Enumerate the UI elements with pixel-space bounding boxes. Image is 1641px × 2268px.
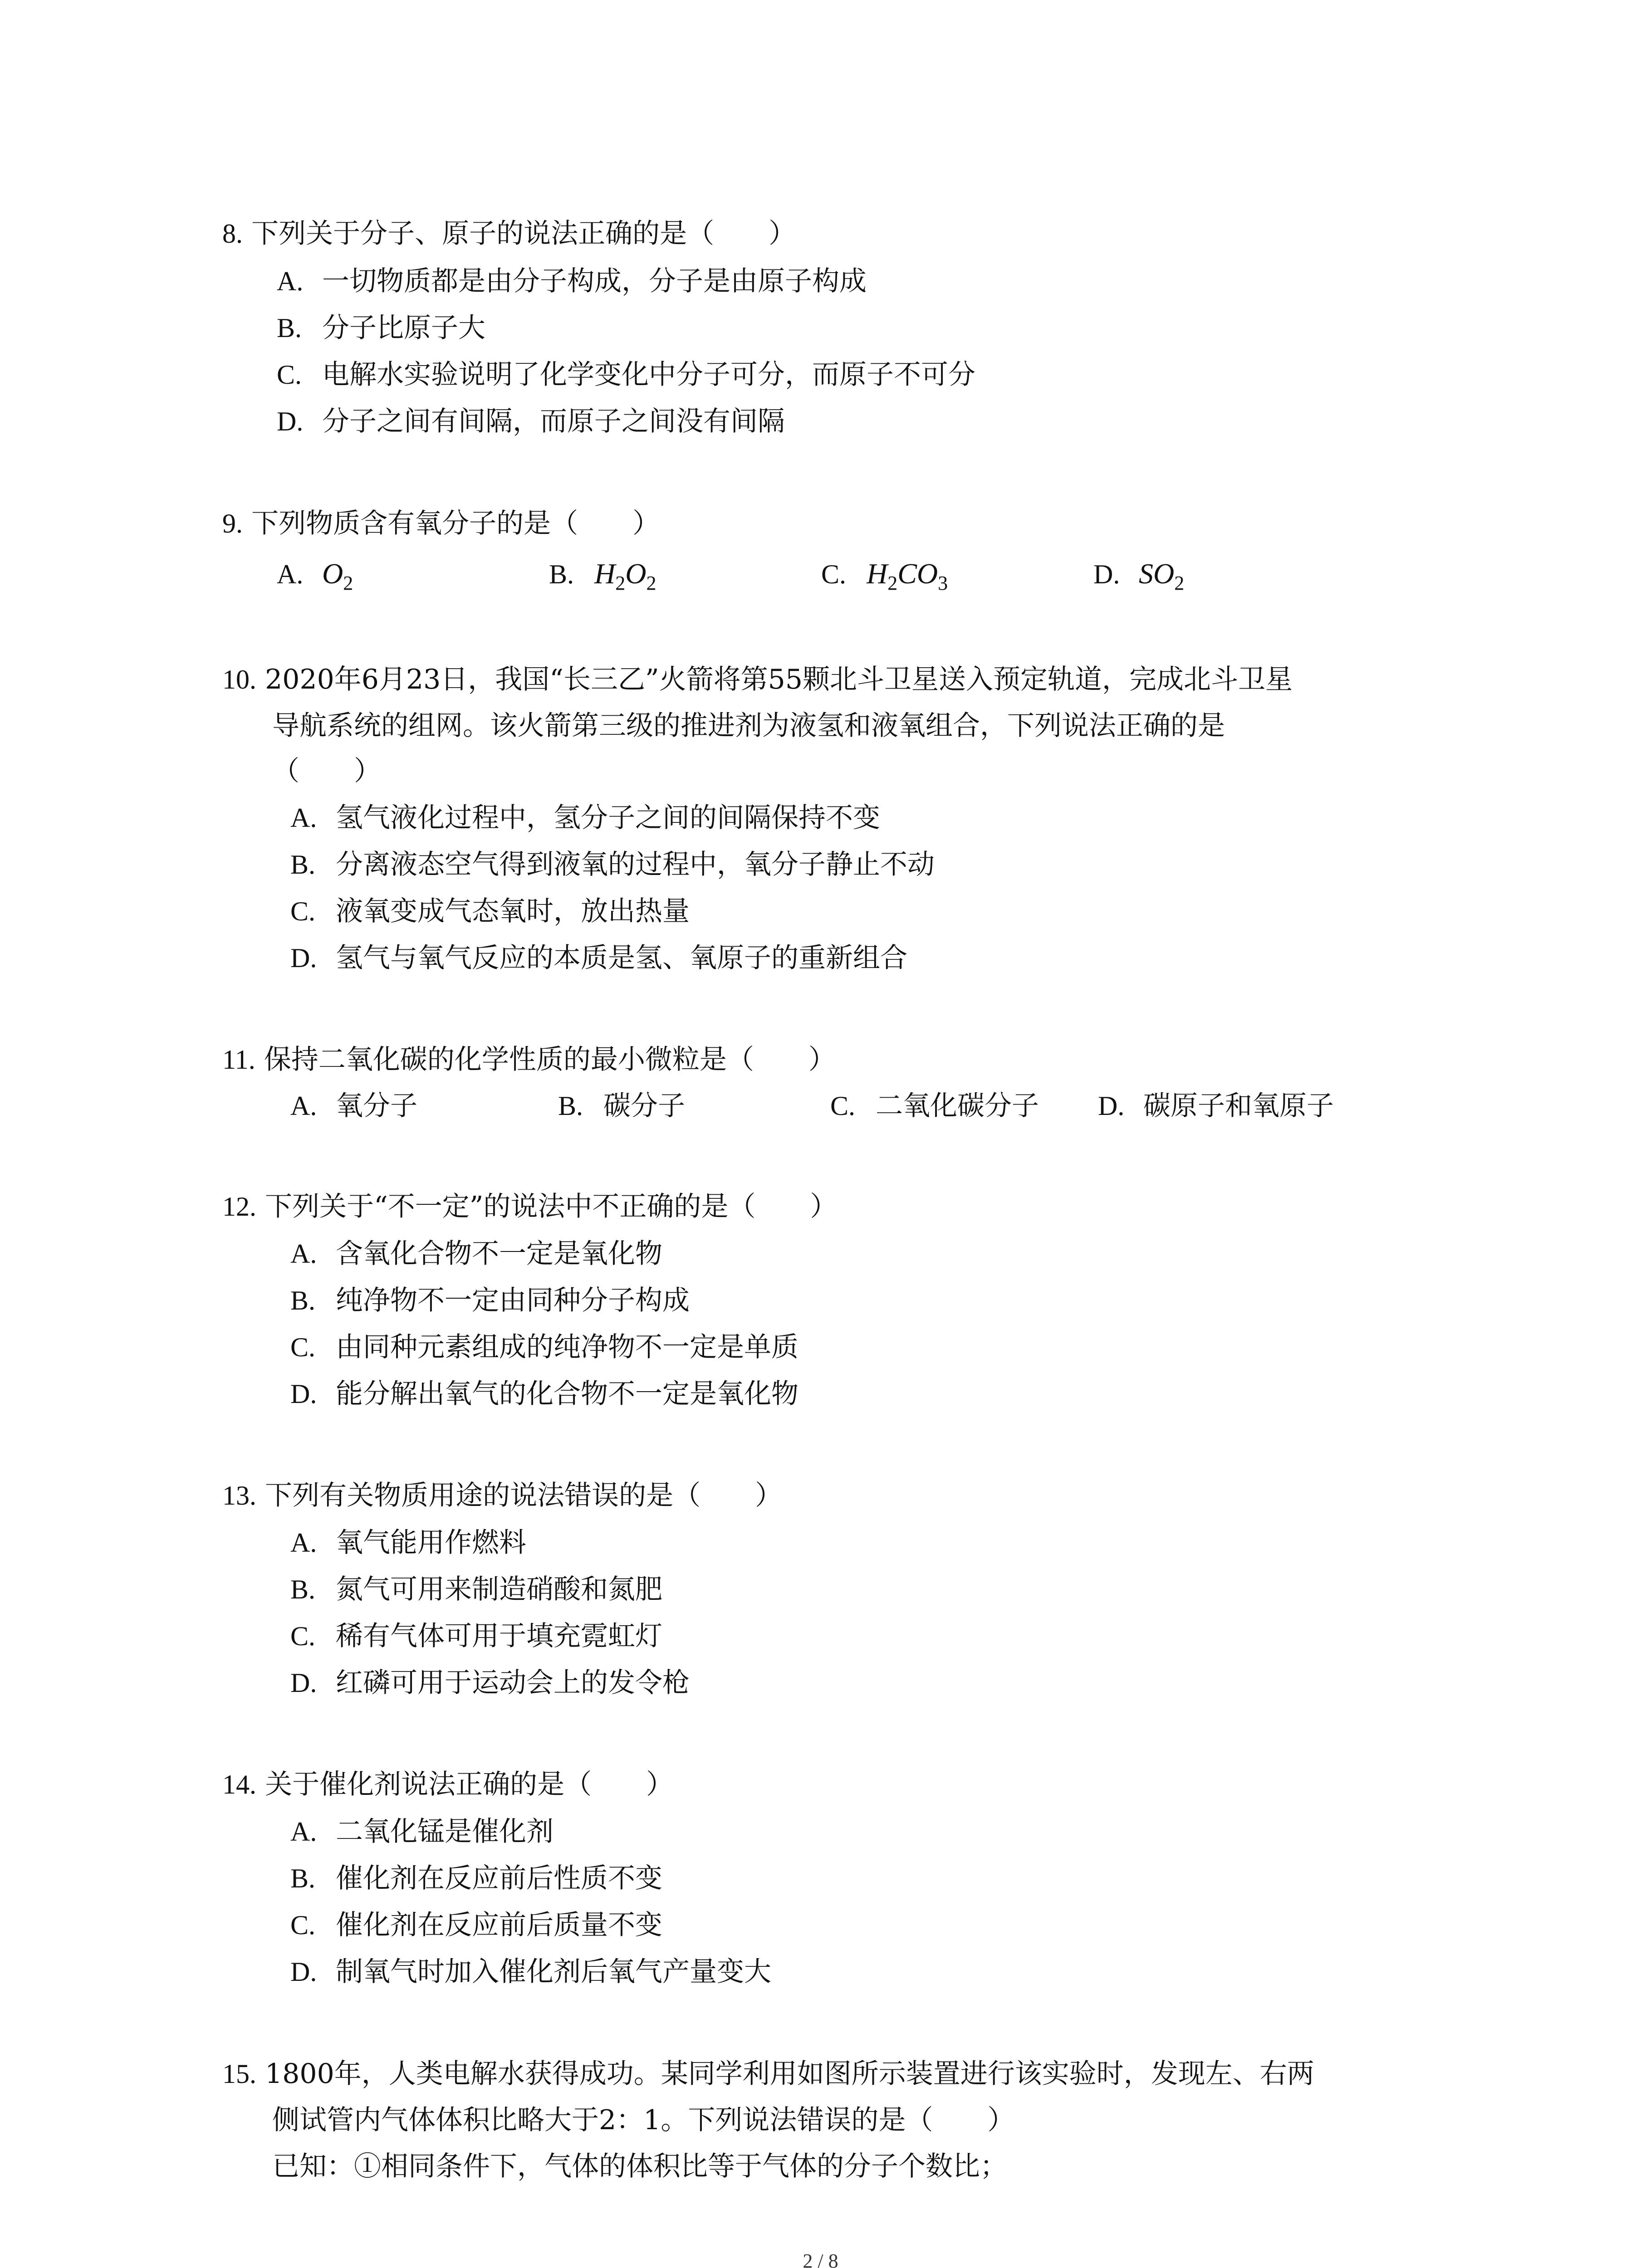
option-b: B. $H_2O_2$ bbox=[549, 557, 656, 594]
option-a: A. 含氧化合物不一定是氧化物 bbox=[290, 1238, 662, 1270]
option-d: D. 氢气与氧气反应的本质是氢、氧原子的重新组合 bbox=[290, 942, 907, 974]
question-number: 9. bbox=[222, 508, 243, 538]
option-d: D. 红磷可用于运动会上的发令枪 bbox=[290, 1667, 690, 1699]
question-stem: 10. 2020年6月23日，我国“长三乙”火箭将第55颗北斗卫星送入预定轨道，完成北斗卫星 bbox=[222, 664, 1293, 695]
question-stem-continued: 导航系统的组网。该火箭第三级的推进剂为液氢和液氧组合，下列说法正确的是 bbox=[272, 710, 1225, 742]
option-c: C. 电解水实验说明了化学变化中分子可分，而原子不可分 bbox=[277, 359, 975, 391]
question-number: 14. bbox=[222, 1769, 256, 1799]
question-number: 11. bbox=[222, 1045, 255, 1075]
option-c: C. $H_2CO_3$ bbox=[821, 557, 948, 594]
option-b: B. 纯净物不一定由同种分子构成 bbox=[290, 1285, 690, 1316]
option-c: C. 液氧变成气态氧时，放出热量 bbox=[290, 895, 690, 927]
question-stem-continued: （ ） bbox=[272, 755, 381, 787]
option-b: B. 碳分子 bbox=[558, 1090, 685, 1122]
option-a: A. 二氧化锰是催化剂 bbox=[290, 1816, 554, 1848]
option-b: B. 分离液态空气得到液氧的过程中，氧分子静止不动 bbox=[290, 849, 935, 880]
question-stem: 9. 下列物质含有氧分子的是（ ） bbox=[222, 508, 660, 539]
option-d: D. 制氧气时加入催化剂后氧气产量变大 bbox=[290, 1956, 771, 1988]
option-b: B. 氮气可用来制造硝酸和氮肥 bbox=[290, 1574, 662, 1605]
option-c: C. 稀有气体可用于填充霓虹灯 bbox=[290, 1620, 662, 1652]
option-a: A. $O_2$ bbox=[277, 557, 353, 594]
question-number: 12. bbox=[222, 1192, 256, 1222]
chemical-formula: $H_2O_2$ bbox=[594, 557, 656, 594]
option-d: D. 分子之间有间隔，而原子之间没有间隔 bbox=[277, 406, 785, 437]
question-stem-continued: 侧试管内气体体积比略大于2：1。下列说法错误的是（ ） bbox=[272, 2104, 1015, 2136]
option-a: A. 氢气液化过程中，氢分子之间的间隔保持不变 bbox=[290, 802, 880, 834]
question-stem: 14. 关于催化剂说法正确的是（ ） bbox=[222, 1769, 674, 1800]
option-b: B. 催化剂在反应前后性质不变 bbox=[290, 1862, 662, 1894]
option-a: A. 一切物质都是由分子构成，分子是由原子构成 bbox=[277, 265, 867, 297]
question-stem: 13. 下列有关物质用途的说法错误的是（ ） bbox=[222, 1480, 783, 1511]
page-indicator: 2 / 8 bbox=[803, 2250, 838, 2268]
option-d: D. 碳原子和氧原子 bbox=[1098, 1090, 1334, 1122]
question-stem: 8. 下列关于分子、原子的说法正确的是（ ） bbox=[222, 218, 796, 249]
option-d: D. $SO_2$ bbox=[1093, 557, 1185, 594]
option-a: A. 氧分子 bbox=[290, 1090, 417, 1122]
option-a: A. 氧气能用作燃料 bbox=[290, 1527, 526, 1559]
option-c: C. 由同种元素组成的纯净物不一定是单质 bbox=[290, 1331, 798, 1363]
question-number: 13. bbox=[222, 1481, 256, 1510]
question-stem: 12. 下列关于“不一定”的说法中不正确的是（ ） bbox=[222, 1191, 838, 1222]
chemical-formula: $H_2CO_3$ bbox=[867, 557, 948, 594]
chemical-formula: $O_2$ bbox=[322, 557, 353, 594]
question-stem: 15. 1800年，人类电解水获得成功。某同学利用如图所示装置进行该实验时，发现左、右两 bbox=[222, 2058, 1314, 2090]
option-c: C. 催化剂在反应前后质量不变 bbox=[290, 1909, 662, 1941]
option-b: B. 分子比原子大 bbox=[277, 312, 485, 344]
chemical-formula: $SO_2$ bbox=[1139, 557, 1185, 594]
option-d: D. 能分解出氧气的化合物不一定是氧化物 bbox=[290, 1378, 798, 1410]
question-number: 15. bbox=[222, 2059, 256, 2089]
question-number: 8. bbox=[222, 219, 243, 249]
question-number: 10. bbox=[222, 665, 256, 694]
question-stem: 11. 保持二氧化碳的化学性质的最小微粒是（ ） bbox=[222, 1044, 836, 1075]
question-stem-continued: 已知：①相同条件下，气体的体积比等于气体的分子个数比； bbox=[272, 2151, 1007, 2182]
option-c: C. 二氧化碳分子 bbox=[830, 1090, 1039, 1122]
